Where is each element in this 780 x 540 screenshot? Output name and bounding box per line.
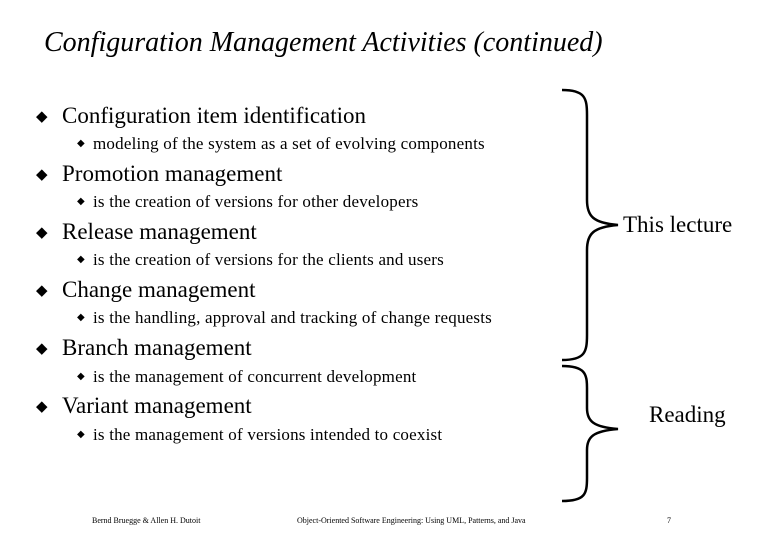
brace-this-lecture <box>562 90 618 360</box>
item-label-release-management: Release management <box>62 219 257 244</box>
reading-label: Reading <box>649 402 726 427</box>
item-description: is the creation of versions for other developers <box>93 192 419 211</box>
item-label-configuration-identification: Configuration item identification <box>62 103 367 128</box>
sub-bullet-icon: ◆ <box>77 254 85 265</box>
item-description: is the management of concurrent development <box>93 367 417 386</box>
slide-title: Configuration Management Activities (continued) <box>44 27 603 58</box>
sub-bullet-icon: ◆ <box>77 138 85 149</box>
sub-bullet-icon: ◆ <box>77 312 85 323</box>
item-description: is the creation of versions for the clients and users <box>93 250 444 269</box>
item-label-branch-management: Branch management <box>62 335 252 360</box>
bullet-icon: ◆ <box>36 399 48 415</box>
footer-book-title: Object-Oriented Software Engineering: Using UML, Patterns, and Java <box>297 516 526 525</box>
item-label-variant-management: Variant management <box>62 393 252 418</box>
item-label-change-management: Change management <box>62 277 256 302</box>
sub-bullet-icon: ◆ <box>77 429 85 440</box>
item-description: modeling of the system as a set of evolving components <box>93 134 485 153</box>
item-description: is the handling, approval and tracking of change requests <box>93 308 492 327</box>
sub-bullet-icon: ◆ <box>77 196 85 207</box>
bullet-icon: ◆ <box>36 283 48 299</box>
footer-page-number: 7 <box>667 516 671 525</box>
footer-authors: Bernd Bruegge & Allen H. Dutoit <box>92 516 201 525</box>
brace-reading <box>562 366 618 501</box>
sub-bullet-icon: ◆ <box>77 371 85 382</box>
bullet-icon: ◆ <box>36 167 48 183</box>
bullet-icon: ◆ <box>36 341 48 357</box>
this-lecture-label: This lecture <box>623 212 733 237</box>
bullet-icon: ◆ <box>36 109 48 125</box>
item-label-promotion-management: Promotion management <box>62 161 283 186</box>
bullet-icon: ◆ <box>36 225 48 241</box>
item-description: is the management of versions intended to coexist <box>93 425 443 444</box>
